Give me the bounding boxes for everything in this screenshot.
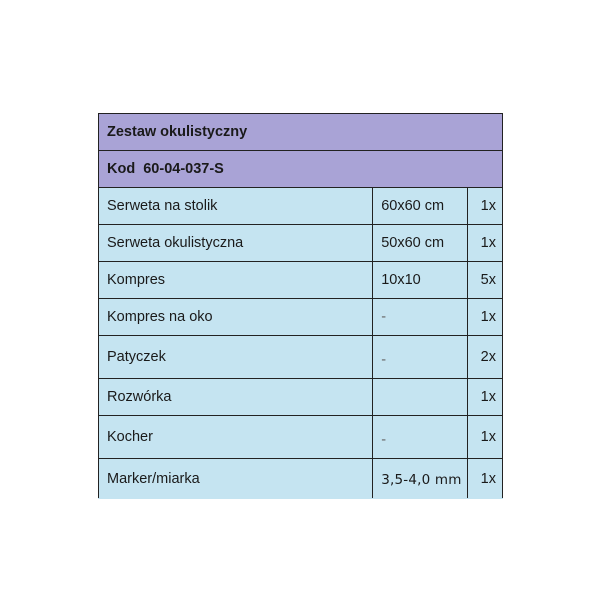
item-size: 3,5-4,0 mm — [373, 459, 468, 499]
item-qty: 2x — [468, 336, 503, 379]
item-qty: 1x — [468, 416, 503, 459]
table-row — [99, 416, 503, 459]
item-size: 60x60 cm — [373, 188, 468, 225]
kit-title: Zestaw okulistyczny — [99, 114, 503, 151]
item-qty: 1x — [468, 299, 503, 336]
item-size: 10x10 — [373, 262, 468, 299]
item-name: Kompres na oko — [99, 299, 373, 336]
item-qty: 1x — [468, 379, 503, 416]
item-size: - — [373, 299, 468, 336]
table-row — [99, 262, 503, 299]
table-row — [99, 225, 503, 262]
table-row — [99, 459, 503, 499]
title-row — [99, 114, 503, 151]
item-qty: 1x — [468, 188, 503, 225]
item-name: Kocher — [99, 416, 373, 459]
table-row — [99, 336, 503, 379]
kit-code: Kod 60-04-037-S — [99, 151, 503, 188]
item-size: 50x60 cm — [373, 225, 468, 262]
item-qty: 5x — [468, 262, 503, 299]
kit-contents-table — [98, 113, 503, 499]
item-name: Rozwórka — [99, 379, 373, 416]
table-row — [99, 379, 503, 416]
code-row — [99, 151, 503, 188]
item-name: Serweta okulistyczna — [99, 225, 373, 262]
table-row — [99, 299, 503, 336]
item-size — [373, 379, 468, 416]
item-name: Serweta na stolik — [99, 188, 373, 225]
table-row — [99, 188, 503, 225]
item-name: Marker/miarka — [99, 459, 373, 499]
item-size: - — [373, 336, 468, 379]
item-qty: 1x — [468, 225, 503, 262]
item-name: Kompres — [99, 262, 373, 299]
item-size: - — [373, 416, 468, 459]
item-qty: 1x — [468, 459, 503, 499]
item-name: Patyczek — [99, 336, 373, 379]
